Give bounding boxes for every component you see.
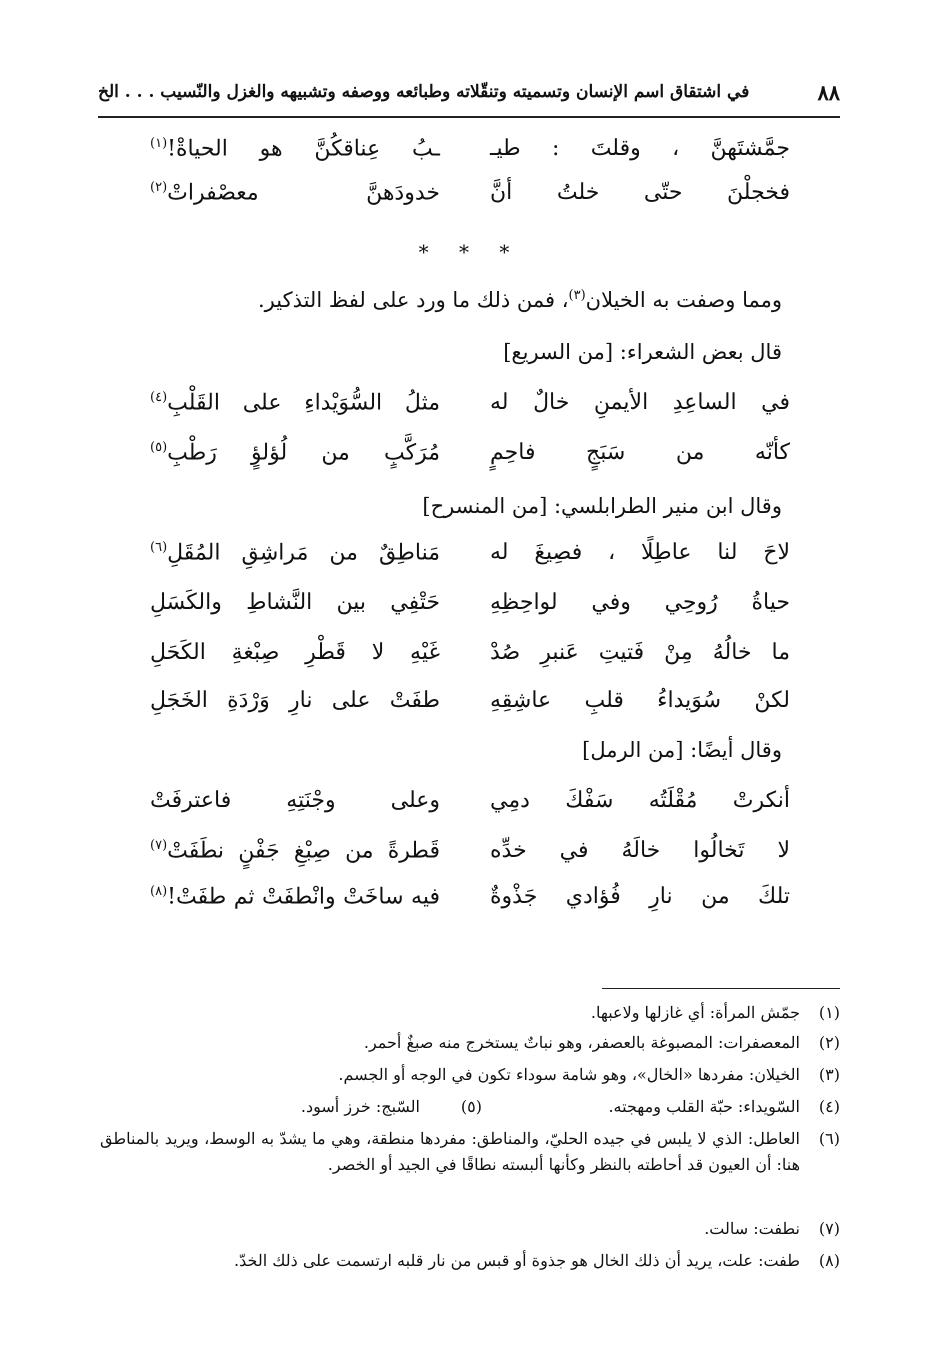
- footnote-marker: (٨): [150, 884, 168, 899]
- verse-second-hemistich: طفَتْ على نارِ وَرْدَةِ الخَجَلِ: [150, 688, 440, 713]
- footnote-number: (٢): [818, 1033, 840, 1052]
- footnote-text: طفت: علت، يريد أن ذلك الخال هو جذوة أو قبس من نار قلبه ارتسمت على ذلك الخدّ.: [234, 1251, 800, 1270]
- footnote-text: جمّش المرأة: أي غازلها ولاعبها.: [590, 1003, 800, 1022]
- verse-line: [150, 590, 790, 630]
- verse-first-hemistich: في الساعِدِ الأيمنِ خالٌ له: [490, 390, 790, 415]
- footnote-marker: (٤): [150, 390, 168, 405]
- verse-second-hemistich: مُرَكَّبٍ من لُؤلؤٍ رَطْبِ$^{(٥)}$: [150, 440, 440, 466]
- verse-first-hemistich: لكنْ سُوَيداءُ قلبِ عاشِقِهِ: [490, 688, 790, 713]
- verse-line: [150, 788, 790, 828]
- verse-line: [150, 136, 790, 176]
- footnote: [100, 1248, 840, 1274]
- footnote-text: نطفت: سالت.: [704, 1219, 800, 1238]
- verse-line: [150, 688, 790, 728]
- footnote: [100, 1062, 840, 1088]
- footnote: [100, 1030, 840, 1056]
- verse-first-hemistich: لا تَخالُوا خالَهُ في خدِّه: [490, 838, 790, 863]
- page-number: ٨٨: [817, 80, 840, 105]
- footnote-marker: (٢): [150, 180, 168, 195]
- verse-first-hemistich: كأنّه من سَبَجٍ فاحِمٍ: [490, 440, 790, 465]
- footnote-number: (٣): [818, 1065, 840, 1084]
- footnote-number: (١): [818, 1003, 840, 1022]
- verse-line: [150, 838, 790, 878]
- verse-first-hemistich: تلكَ من نارِ فُؤادي جَذْوةٌ: [490, 884, 790, 909]
- verse-second-hemistich: خدودَهنَّ معصْفراتْ$^{(٢)}$: [150, 180, 440, 206]
- poem-attribution: وقال ابن منير الطرابلسي: [من المنسرح]: [422, 494, 782, 518]
- verse-line: [150, 884, 790, 924]
- verse-line: [150, 440, 790, 480]
- verse-line: [150, 540, 790, 580]
- verse-second-hemistich: قَطرةً من صِبْغِ جَفْنٍ نطَفَتْ$^{(٧)}$: [150, 838, 440, 864]
- footnote-number: (٥): [460, 1097, 482, 1116]
- verse-second-hemistich: مَناطِقٌ من مَراشِقِ المُقَلِ$^{(٦)}$: [150, 540, 440, 566]
- verse-second-hemistich: وعلى وجْنَتِهِ فاعترفَتْ: [150, 788, 440, 813]
- footnote: [100, 1000, 840, 1026]
- footnote-number: (٧): [818, 1219, 840, 1238]
- poem-attribution: وقال أيضًا: [من الرمل]: [582, 738, 782, 762]
- verse-second-hemistich: ـبُ عِناقكُنَّ هو الحياةْ!$^{(١)}$: [150, 136, 440, 162]
- poem-attribution: قال بعض الشعراء: [من السريع]: [503, 340, 782, 364]
- footnote-text: المعصفرات: المصبوغة بالعصفر، وهو نباتٌ يستخرج منه صبغٌ أحمر.: [363, 1033, 800, 1052]
- footnote-marker: (٦): [150, 540, 168, 555]
- footnote: [100, 1216, 840, 1242]
- verse-second-hemistich: غَيْهِ لا قَطْرِ صِبْغةِ الكَحَلِ: [150, 640, 440, 665]
- footnote-marker: (١): [150, 136, 168, 151]
- footnote-text: العاطل: الذي لا يلبس في جيده الحليّ، والمناطق: مفردها منطقة، وهي ما يشدّ به الوسط، ويريد بالمناطق هنا: أن العيون قد أحاطته بالنظر وكأنها ألبسته نطاقًا في الجيد أو الخصر.: [100, 1129, 800, 1174]
- running-title: في اشتقاق اسم الإنسان وتسميته وتنقّلاته وطبائعه ووصفه وتشبيهه والغزل والنّسيب . . . الخ: [98, 82, 750, 102]
- section-separator: * * *: [418, 240, 522, 264]
- verse-first-hemistich: لاحَ لنا عاطِلًا ، فصِيغَ له: [490, 540, 790, 565]
- verse-first-hemistich: فخجلْنَ حتّى خلتُ أنَّ: [490, 180, 790, 205]
- footnote-text: السّويداء: حبّة القلب ومهجته.: [608, 1097, 800, 1116]
- footnote: [100, 1126, 840, 1178]
- footnote-marker: (٣): [568, 288, 586, 303]
- footnote-marker: (٧): [150, 838, 168, 853]
- page-header: [98, 80, 840, 114]
- verse-first-hemistich: جمَّشتَهنَّ ، وقلتَ : طيـ: [490, 136, 790, 161]
- footnote-text: الخيلان: مفردها «الخال»، وهو شامة سوداء تكون في الوجه أو الجسم.: [338, 1065, 800, 1084]
- footnote: [100, 1094, 840, 1120]
- verse-second-hemistich: حَتْفِي بين النَّشاطِ والكَسَلِ: [150, 590, 440, 615]
- verse-line: [150, 180, 790, 220]
- footnote-number: (٤): [818, 1097, 840, 1116]
- verse-first-hemistich: ما خالُهُ مِنْ فَتيتِ عَنبرِ صُدْ: [490, 640, 790, 665]
- verse-first-hemistich: حياةُ رُوحِي وفي لواحِظِهِ: [490, 590, 790, 615]
- verse-line: [150, 390, 790, 430]
- footnote-marker: (٥): [150, 440, 168, 455]
- verse-line: [150, 640, 790, 680]
- header-rule: [98, 116, 840, 118]
- verse-second-hemistich: فيه ساخَتْ وانْطفَتْ ثم طفَتْ!$^{(٨)}$: [150, 884, 440, 910]
- footnote-number: (٦): [818, 1129, 840, 1148]
- footnote-text: السّبج: خرز أسود.: [300, 1097, 420, 1116]
- verse-second-hemistich: مثلُ السُّوَيْداءِ على القَلْبِ$^{(٤)}$: [150, 390, 440, 416]
- verse-first-hemistich: أنكرتْ مُقْلَتُه سَفْكَ دمِي: [490, 788, 790, 813]
- intro-paragraph: ومما وصفت به الخيلان$^{(٣)}$، فمن ذلك ما ورد على لفظ التذكير.: [257, 288, 782, 312]
- footnote-rule: [602, 988, 840, 989]
- footnote-number: (٨): [818, 1251, 840, 1270]
